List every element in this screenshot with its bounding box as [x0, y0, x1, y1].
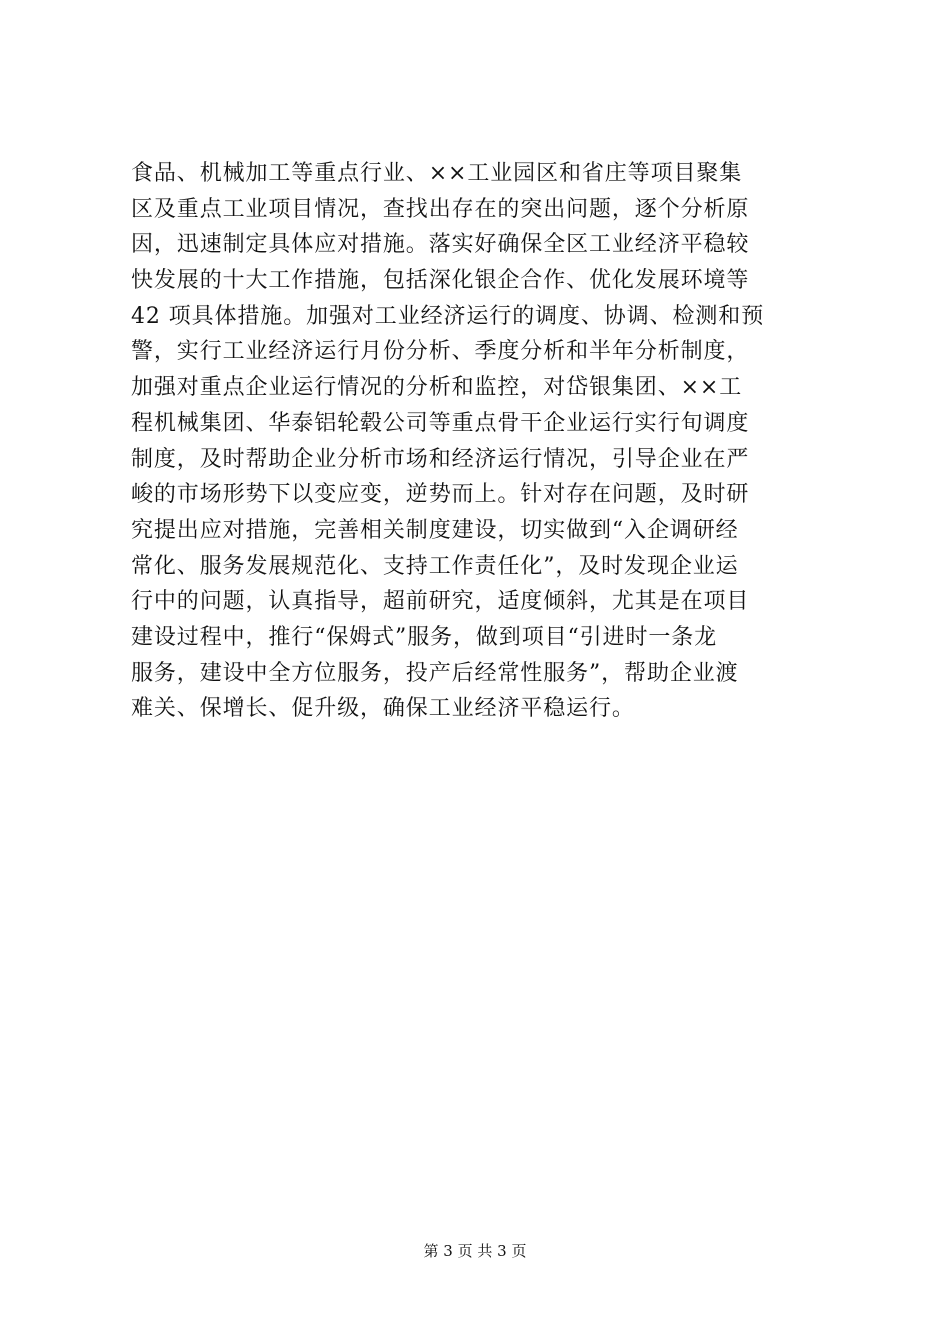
paragraph-line: 建设过程中，推行“保姆式”服务，做到项目“引进时一条龙 [131, 624, 718, 650]
paragraph-line: 快发展的十大工作措施，包括深化银企合作、优化发展环境等 [131, 268, 750, 294]
paragraph-line: 难关、保增长、促升级，确保工业经济平稳运行。 [131, 696, 635, 722]
paragraph-line: 因，迅速制定具体应对措施。落实好确保全区工业经济平稳较 [131, 232, 750, 258]
paragraph-line: 制度，及时帮助企业分析市场和经济运行情况，引导企业在严 [131, 446, 750, 472]
paragraph-line: 服务，建设中全方位服务，投产后经常性服务”，帮助企业渡 [131, 660, 739, 686]
paragraph-line: 加强对重点企业运行情况的分析和监控，对岱银集团、××工 [131, 375, 743, 401]
paragraph-line: 行中的问题，认真指导，超前研究，适度倾斜，尤其是在项目 [131, 589, 750, 615]
paragraph-line: 峻的市场形势下以变应变，逆势而上。针对存在问题，及时研 [131, 482, 750, 508]
paragraph-line: 食品、机械加工等重点行业、××工业园区和省庄等项目聚集 [131, 161, 743, 186]
body-paragraph [131, 156, 831, 727]
paragraph-line: 42 项具体措施。加强对工业经济运行的调度、协调、检测和预 [131, 303, 765, 329]
paragraph-line: 常化、服务发展规范化、支持工作责任化”，及时发现企业运 [131, 553, 739, 579]
paragraph-line: 究提出应对措施，完善相关制度建设，切实做到“入企调研经 [131, 517, 739, 543]
paragraph-line: 区及重点工业项目情况，查找出存在的突出问题，逐个分析原 [131, 196, 750, 222]
page-number-footer: 第 3 页 共 3 页 [423, 1242, 527, 1260]
paragraph-line: 程机械集团、华泰铝轮毂公司等重点骨干企业运行实行旬调度 [131, 410, 750, 436]
paragraph-line: 警，实行工业经济运行月份分析、季度分析和半年分析制度， [131, 339, 750, 365]
